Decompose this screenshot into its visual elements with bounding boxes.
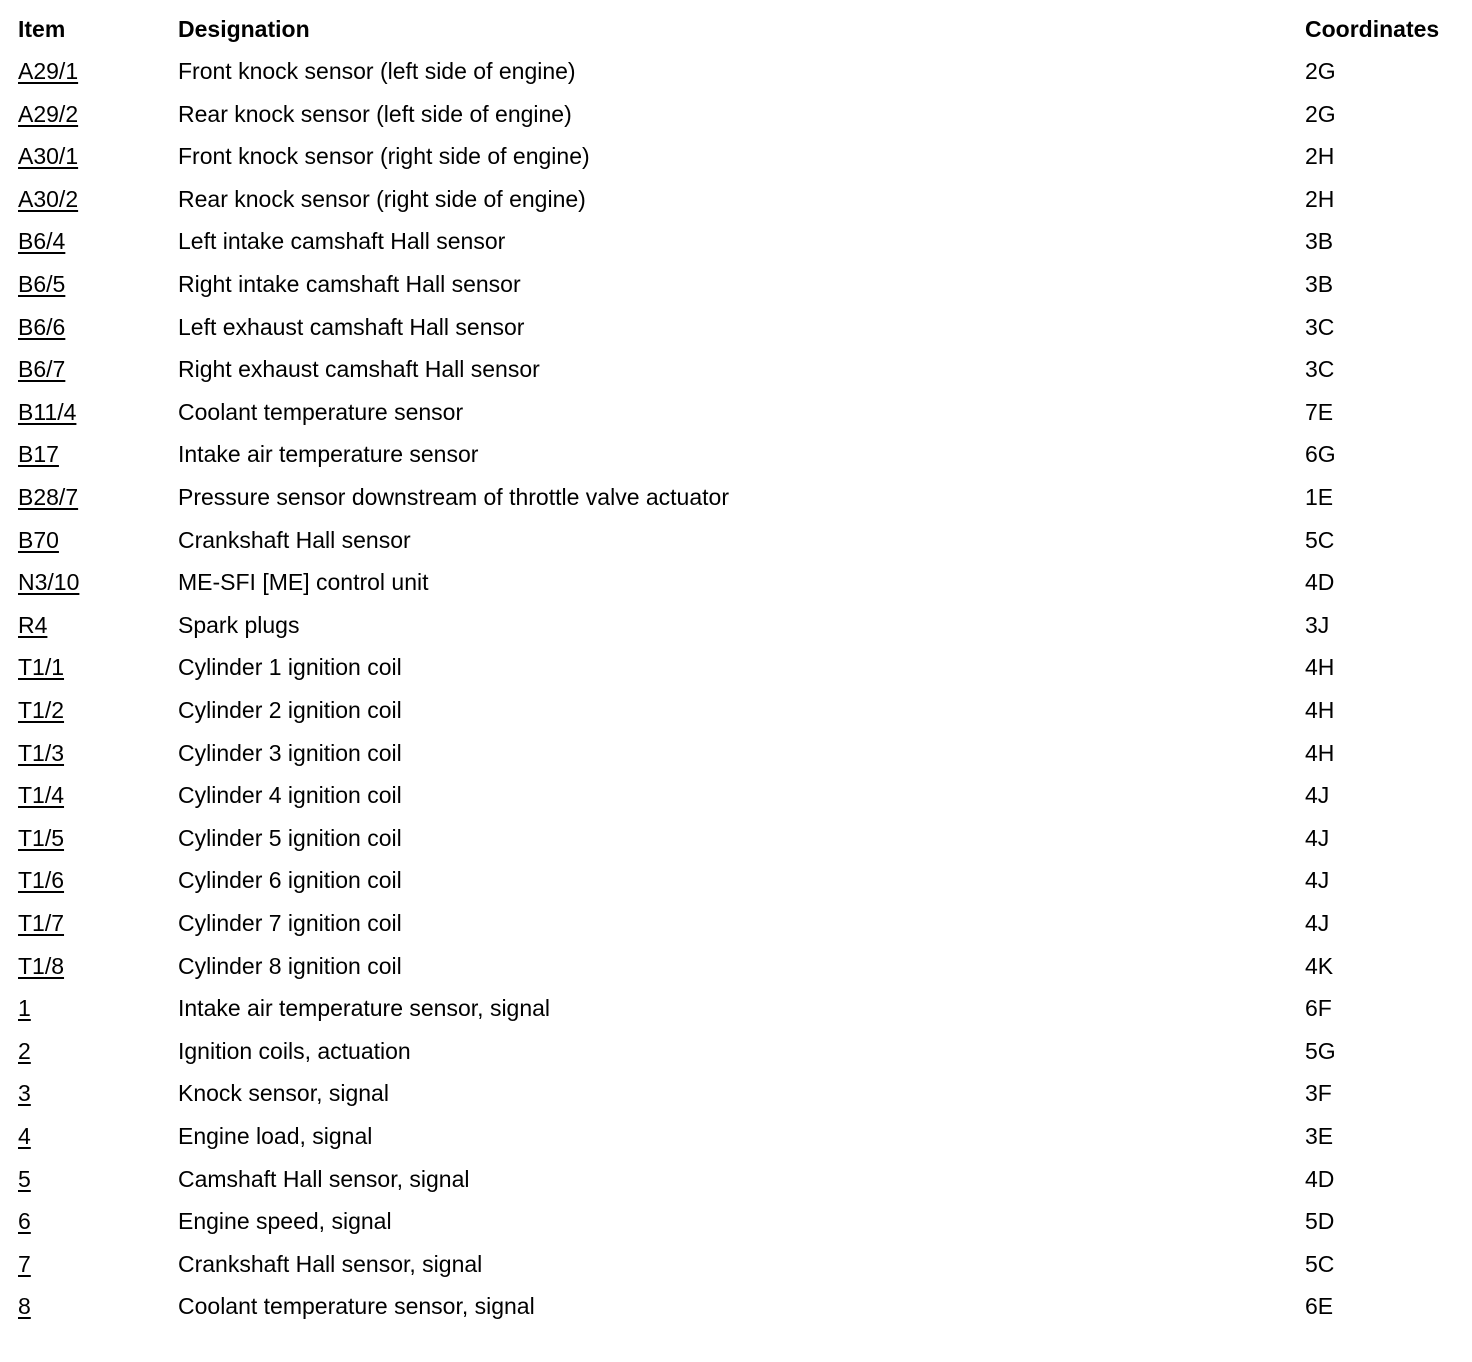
table-row bbox=[0, 1200, 1472, 1242]
item-link[interactable]: T1/2 bbox=[18, 697, 65, 723]
designation-cell: Rear knock sensor (right side of engine) bbox=[178, 185, 586, 212]
designation-cell: Knock sensor, signal bbox=[178, 1080, 389, 1107]
item-link[interactable]: T1/5 bbox=[18, 824, 65, 851]
coordinates-cell: 4J bbox=[1305, 824, 1330, 851]
item-link[interactable]: 1 bbox=[18, 995, 31, 1022]
table-row bbox=[0, 859, 1472, 901]
item-link[interactable]: B11/4 bbox=[18, 398, 77, 425]
designation-cell: Spark plugs bbox=[178, 611, 300, 638]
coordinates-cell: 4J bbox=[1305, 782, 1330, 809]
item-link[interactable]: 6 bbox=[18, 1208, 31, 1235]
designation-cell: Cylinder 5 ignition coil bbox=[178, 824, 402, 851]
coordinates-cell: 3J bbox=[1305, 611, 1330, 638]
table-row bbox=[0, 433, 1472, 475]
item-link[interactable]: A29/1 bbox=[18, 58, 79, 84]
designation-cell: ME-SFI [ME] control unit bbox=[178, 569, 429, 596]
table-row bbox=[0, 135, 1472, 177]
designation-cell: Cylinder 1 ignition coil bbox=[178, 654, 402, 681]
designation-cell: Cylinder 4 ignition coil bbox=[178, 782, 402, 809]
item-link[interactable]: 5 bbox=[18, 1165, 31, 1192]
coordinates-cell: 4K bbox=[1305, 952, 1334, 979]
designation-cell: Crankshaft Hall sensor, signal bbox=[178, 1250, 483, 1277]
table-row bbox=[0, 1285, 1472, 1327]
table-row bbox=[0, 987, 1472, 1029]
designation-cell: Intake air temperature sensor bbox=[178, 441, 479, 468]
designation-cell: Right intake camshaft Hall sensor bbox=[178, 271, 521, 297]
item-link[interactable]: N3/10 bbox=[18, 569, 80, 596]
coordinates-cell: 2G bbox=[1305, 58, 1336, 84]
coordinates-cell: 3F bbox=[1305, 1080, 1332, 1107]
designation-cell: Left intake camshaft Hall sensor bbox=[178, 228, 506, 255]
item-link[interactable]: B6/5 bbox=[18, 271, 66, 297]
table-row bbox=[0, 561, 1472, 603]
designation-cell: Cylinder 2 ignition coil bbox=[178, 697, 402, 723]
designation-cell: Engine load, signal bbox=[178, 1123, 373, 1149]
coordinates-cell: 4H bbox=[1305, 654, 1335, 681]
table-row bbox=[0, 50, 1472, 92]
item-link[interactable]: 7 bbox=[18, 1250, 31, 1277]
coordinates-cell: 1E bbox=[1305, 484, 1334, 510]
designation-cell: Cylinder 8 ignition coil bbox=[178, 952, 402, 979]
coordinates-cell: 7E bbox=[1305, 398, 1334, 425]
table-row bbox=[0, 945, 1472, 987]
designation-cell: Coolant temperature sensor, signal bbox=[178, 1293, 535, 1320]
table-row bbox=[0, 1158, 1472, 1200]
designation-cell: Crankshaft Hall sensor bbox=[178, 526, 411, 553]
item-link[interactable]: T1/1 bbox=[18, 654, 65, 681]
table-row bbox=[0, 263, 1472, 305]
designation-cell: Coolant temperature sensor bbox=[178, 398, 464, 425]
item-link[interactable]: R4 bbox=[18, 611, 48, 638]
item-link[interactable]: B6/6 bbox=[18, 313, 66, 340]
table-row bbox=[0, 689, 1472, 731]
coordinates-cell: 6F bbox=[1305, 995, 1332, 1022]
item-link[interactable]: A30/2 bbox=[18, 185, 79, 212]
designation-cell: Pressure sensor downstream of throttle valve actuator bbox=[178, 484, 729, 510]
table-row bbox=[0, 1030, 1472, 1072]
designation-cell: Cylinder 7 ignition coil bbox=[178, 910, 402, 936]
item-link[interactable]: B28/7 bbox=[18, 484, 79, 510]
coordinates-cell: 4H bbox=[1305, 739, 1335, 766]
coordinates-column-header: Coordinates bbox=[1305, 16, 1440, 42]
coordinates-cell: 5C bbox=[1305, 526, 1335, 553]
coordinates-cell: 4D bbox=[1305, 1165, 1335, 1192]
item-link[interactable]: 4 bbox=[18, 1123, 31, 1149]
table-row bbox=[0, 732, 1472, 774]
coordinates-cell: 2G bbox=[1305, 100, 1336, 127]
designation-cell: Intake air temperature sensor, signal bbox=[178, 995, 551, 1022]
designation-cell: Cylinder 6 ignition coil bbox=[178, 867, 402, 894]
table-row bbox=[0, 604, 1472, 646]
item-link[interactable]: T1/7 bbox=[18, 910, 65, 936]
coordinates-cell: 5C bbox=[1305, 1250, 1335, 1277]
item-column-header: Item bbox=[18, 16, 66, 42]
coordinates-cell: 4H bbox=[1305, 697, 1335, 723]
table-row bbox=[0, 902, 1472, 944]
table-row bbox=[0, 476, 1472, 518]
designation-cell: Right exhaust camshaft Hall sensor bbox=[178, 356, 540, 383]
table-row bbox=[0, 817, 1472, 859]
designation-cell: Left exhaust camshaft Hall sensor bbox=[178, 313, 525, 340]
designation-cell: Front knock sensor (right side of engine) bbox=[178, 143, 590, 170]
coordinates-cell: 6G bbox=[1305, 441, 1336, 468]
table-row bbox=[0, 519, 1472, 561]
table-header bbox=[0, 8, 1472, 50]
coordinates-cell: 3E bbox=[1305, 1123, 1334, 1149]
item-link[interactable]: B17 bbox=[18, 441, 59, 468]
coordinates-cell: 2H bbox=[1305, 143, 1335, 170]
coordinates-cell: 4J bbox=[1305, 910, 1330, 936]
table-row bbox=[0, 391, 1472, 433]
designation-cell: Ignition coils, actuation bbox=[178, 1037, 411, 1064]
designation-cell: Engine speed, signal bbox=[178, 1208, 392, 1235]
designation-cell: Camshaft Hall sensor, signal bbox=[178, 1165, 470, 1192]
table-row bbox=[0, 774, 1472, 816]
table-row bbox=[0, 1243, 1472, 1285]
coordinates-cell: 3C bbox=[1305, 313, 1335, 340]
item-link[interactable]: T1/3 bbox=[18, 739, 65, 766]
item-link[interactable]: B70 bbox=[18, 526, 59, 553]
table-row bbox=[0, 1072, 1472, 1114]
coordinates-cell: 3C bbox=[1305, 356, 1335, 383]
item-link[interactable]: 2 bbox=[18, 1037, 31, 1064]
coordinates-cell: 4D bbox=[1305, 569, 1335, 596]
item-link[interactable]: A30/1 bbox=[18, 143, 79, 170]
item-link[interactable]: B6/7 bbox=[18, 356, 66, 383]
table-row bbox=[0, 178, 1472, 220]
coordinates-cell: 6E bbox=[1305, 1293, 1334, 1320]
coordinates-cell: 5G bbox=[1305, 1037, 1336, 1064]
item-link[interactable]: 3 bbox=[18, 1080, 31, 1107]
item-link[interactable]: B6/4 bbox=[18, 228, 66, 255]
item-link[interactable]: A29/2 bbox=[18, 100, 79, 127]
designation-column-header: Designation bbox=[178, 16, 310, 42]
designation-cell: Front knock sensor (left side of engine) bbox=[178, 58, 576, 84]
table-row bbox=[0, 348, 1472, 390]
designation-cell: Rear knock sensor (left side of engine) bbox=[178, 100, 572, 127]
item-link[interactable]: T1/8 bbox=[18, 952, 65, 979]
table-row bbox=[0, 646, 1472, 688]
coordinates-cell: 2H bbox=[1305, 185, 1335, 212]
coordinates-cell: 3B bbox=[1305, 271, 1334, 297]
item-link[interactable]: T1/4 bbox=[18, 782, 65, 809]
table-row bbox=[0, 1115, 1472, 1157]
table-row bbox=[0, 220, 1472, 262]
table-row bbox=[0, 306, 1472, 348]
coordinates-cell: 5D bbox=[1305, 1208, 1335, 1235]
item-link[interactable]: T1/6 bbox=[18, 867, 65, 894]
coordinates-cell: 4J bbox=[1305, 867, 1330, 894]
table-row bbox=[0, 93, 1472, 135]
item-link[interactable]: 8 bbox=[18, 1293, 31, 1320]
coordinates-cell: 3B bbox=[1305, 228, 1334, 255]
designation-cell: Cylinder 3 ignition coil bbox=[178, 739, 402, 766]
